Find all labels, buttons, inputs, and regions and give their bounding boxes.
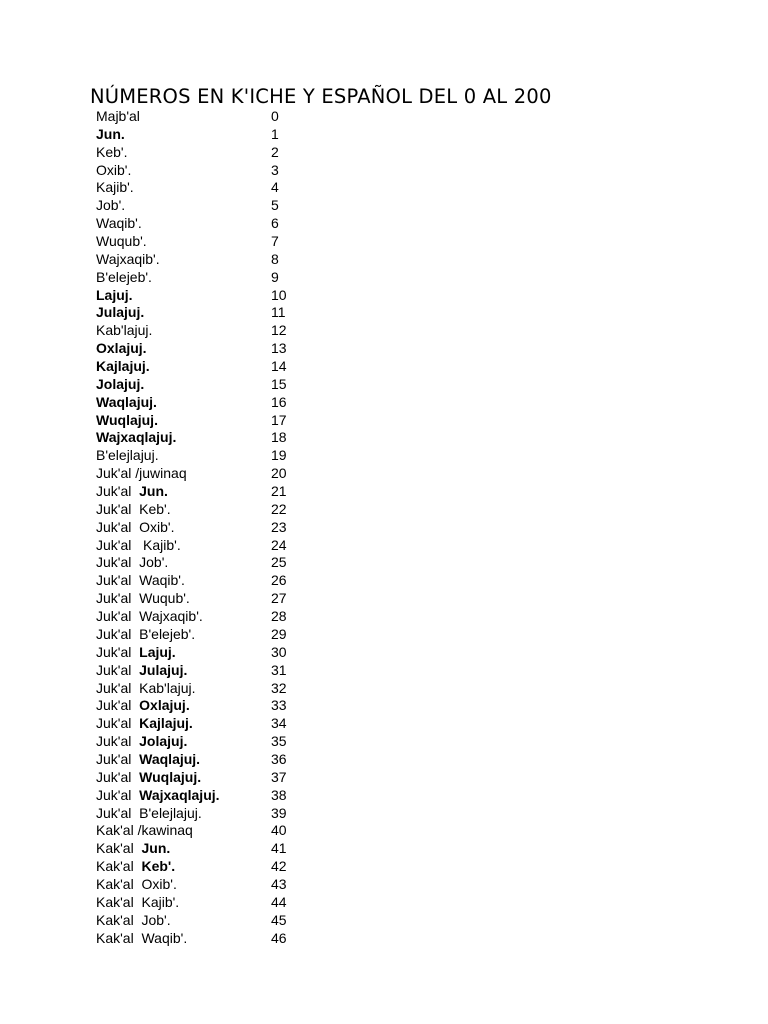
kiche-prefix: Kak'al bbox=[96, 840, 142, 857]
list-item bbox=[96, 197, 416, 215]
number-value: 18 bbox=[271, 429, 287, 446]
kiche-word bbox=[96, 287, 133, 305]
kiche-term: Waqib'. bbox=[96, 215, 142, 232]
number-value: 24 bbox=[271, 536, 287, 553]
kiche-prefix: Juk'al bbox=[96, 572, 140, 589]
kiche-term: Kab'lajuj. bbox=[139, 679, 196, 696]
list-item bbox=[96, 537, 416, 555]
list-item bbox=[96, 876, 416, 894]
kiche-term: Job'. bbox=[139, 554, 169, 571]
list-item bbox=[96, 304, 416, 322]
list-item bbox=[96, 912, 416, 930]
kiche-word bbox=[96, 179, 134, 197]
list-item bbox=[96, 144, 416, 162]
kiche-word bbox=[96, 537, 181, 555]
number-value: 37 bbox=[271, 768, 287, 785]
number-value: 3 bbox=[271, 161, 279, 178]
page-title: NÚMEROS EN K'ICHE Y ESPAÑOL DEL 0 AL 200 bbox=[90, 85, 552, 108]
kiche-word bbox=[96, 215, 142, 233]
list-item bbox=[96, 554, 416, 572]
kiche-word bbox=[96, 197, 125, 215]
list-item bbox=[96, 412, 416, 430]
number-value: 7 bbox=[271, 233, 279, 250]
kiche-word bbox=[96, 644, 176, 662]
number-list bbox=[96, 108, 416, 947]
kiche-term: Wuqub'. bbox=[139, 590, 190, 607]
list-item bbox=[96, 429, 416, 447]
list-item bbox=[96, 519, 416, 537]
kiche-prefix: Juk'al bbox=[96, 590, 140, 607]
kiche-word bbox=[96, 358, 150, 376]
list-item bbox=[96, 376, 416, 394]
kiche-term: Oxlajuj. bbox=[139, 697, 190, 714]
list-item bbox=[96, 108, 416, 126]
list-item bbox=[96, 680, 416, 698]
number-value: 20 bbox=[271, 465, 287, 482]
kiche-prefix: Juk'al bbox=[96, 483, 140, 500]
number-value: 10 bbox=[271, 286, 287, 303]
kiche-term: Job'. bbox=[141, 911, 171, 928]
kiche-word bbox=[96, 376, 144, 394]
number-value: 46 bbox=[271, 929, 287, 946]
number-value: 43 bbox=[271, 875, 287, 892]
list-item bbox=[96, 269, 416, 287]
kiche-term: Oxib'. bbox=[139, 518, 175, 535]
kiche-word bbox=[96, 840, 170, 858]
number-value: 40 bbox=[271, 822, 287, 839]
number-value: 33 bbox=[271, 697, 287, 714]
kiche-term: Wajxaqib'. bbox=[96, 250, 160, 267]
kiche-term: Waqlajuj. bbox=[139, 750, 201, 767]
kiche-term: Wuqlajuj. bbox=[139, 768, 202, 785]
kiche-term: Oxib'. bbox=[96, 161, 132, 178]
kiche-word bbox=[96, 822, 193, 840]
kiche-term: Waqib'. bbox=[139, 572, 185, 589]
list-item bbox=[96, 697, 416, 715]
kiche-term: Jun. bbox=[139, 483, 168, 500]
kiche-word bbox=[96, 126, 125, 144]
list-item bbox=[96, 340, 416, 358]
kiche-prefix: Juk'al bbox=[96, 715, 140, 732]
list-item bbox=[96, 715, 416, 733]
kiche-word bbox=[96, 233, 147, 251]
kiche-word bbox=[96, 626, 195, 644]
kiche-prefix: Kak'al bbox=[96, 929, 142, 946]
list-item bbox=[96, 662, 416, 680]
number-value: 36 bbox=[271, 750, 287, 767]
list-item bbox=[96, 805, 416, 823]
number-value: 29 bbox=[271, 625, 287, 642]
kiche-prefix: Juk'al bbox=[96, 500, 140, 517]
number-value: 6 bbox=[271, 215, 279, 232]
kiche-term: B'elejlajuj. bbox=[139, 804, 202, 821]
list-item bbox=[96, 822, 416, 840]
list-item bbox=[96, 769, 416, 787]
kiche-prefix: Juk'al bbox=[96, 554, 140, 571]
kiche-term: Juk'al /juwinaq bbox=[96, 465, 187, 482]
list-item bbox=[96, 572, 416, 590]
kiche-word bbox=[96, 501, 171, 519]
number-value: 15 bbox=[271, 375, 287, 392]
kiche-prefix: Juk'al bbox=[96, 625, 140, 642]
kiche-prefix: Kak'al bbox=[96, 875, 142, 892]
kiche-term: Kajib'. bbox=[143, 536, 181, 553]
kiche-word bbox=[96, 769, 201, 787]
kiche-word bbox=[96, 554, 168, 572]
kiche-word bbox=[96, 787, 220, 805]
number-value: 42 bbox=[271, 858, 287, 875]
kiche-word bbox=[96, 697, 190, 715]
number-value: 31 bbox=[271, 661, 287, 678]
list-item bbox=[96, 179, 416, 197]
kiche-term: Lajuj. bbox=[96, 286, 133, 303]
number-value: 14 bbox=[271, 358, 287, 375]
number-value: 9 bbox=[271, 268, 279, 285]
kiche-prefix: Juk'al bbox=[96, 697, 140, 714]
kiche-prefix: Juk'al bbox=[96, 768, 140, 785]
kiche-term: Wajxaqlajuj. bbox=[96, 429, 177, 446]
number-value: 1 bbox=[271, 125, 279, 142]
kiche-term: Oxlajuj. bbox=[96, 340, 147, 357]
kiche-term: Jolajuj. bbox=[96, 375, 145, 392]
number-value: 17 bbox=[271, 411, 287, 428]
kiche-word bbox=[96, 447, 159, 465]
list-item bbox=[96, 483, 416, 501]
kiche-term: Jolajuj. bbox=[139, 733, 188, 750]
kiche-term: Keb'. bbox=[96, 143, 128, 160]
list-item bbox=[96, 394, 416, 412]
list-item bbox=[96, 751, 416, 769]
kiche-prefix: Kak'al bbox=[96, 893, 142, 910]
kiche-term: Keb'. bbox=[141, 858, 176, 875]
number-value: 5 bbox=[271, 197, 279, 214]
kiche-word bbox=[96, 894, 179, 912]
list-item bbox=[96, 162, 416, 180]
kiche-word bbox=[96, 662, 187, 680]
number-value: 26 bbox=[271, 572, 287, 589]
kiche-term: Waqlajuj. bbox=[96, 393, 157, 410]
kiche-term: Majb'al bbox=[96, 108, 140, 124]
kiche-prefix: Juk'al bbox=[96, 750, 140, 767]
kiche-word bbox=[96, 733, 187, 751]
kiche-prefix: Juk'al bbox=[96, 679, 140, 696]
kiche-word bbox=[96, 805, 202, 823]
kiche-term: Wajxaqlajuj. bbox=[139, 786, 220, 803]
number-value: 39 bbox=[271, 804, 287, 821]
kiche-term: B'elejlajuj. bbox=[96, 447, 159, 464]
kiche-word bbox=[96, 269, 152, 287]
kiche-term: Kajib'. bbox=[96, 179, 134, 196]
kiche-term: Jun. bbox=[141, 840, 171, 857]
list-item bbox=[96, 644, 416, 662]
kiche-term: Job'. bbox=[96, 197, 126, 214]
kiche-term: Julajuj. bbox=[139, 661, 188, 678]
kiche-word bbox=[96, 304, 144, 322]
kiche-word bbox=[96, 590, 190, 608]
kiche-prefix: Juk'al bbox=[96, 643, 140, 660]
kiche-prefix: Kak'al bbox=[96, 911, 142, 928]
number-value: 32 bbox=[271, 679, 287, 696]
kiche-word bbox=[96, 876, 177, 894]
number-value: 25 bbox=[271, 554, 287, 571]
kiche-term: Wajxaqib'. bbox=[139, 608, 203, 625]
number-value: 4 bbox=[271, 179, 279, 196]
list-item bbox=[96, 858, 416, 876]
number-value: 12 bbox=[271, 322, 287, 339]
number-value: 11 bbox=[271, 304, 286, 321]
kiche-word bbox=[96, 572, 185, 590]
number-value: 45 bbox=[271, 911, 287, 928]
kiche-term: Waqib'. bbox=[141, 929, 188, 946]
kiche-word bbox=[96, 412, 158, 430]
number-value: 22 bbox=[271, 500, 287, 517]
kiche-word bbox=[96, 465, 187, 483]
kiche-word bbox=[96, 608, 203, 626]
list-item bbox=[96, 608, 416, 626]
kiche-prefix: Juk'al bbox=[96, 661, 140, 678]
kiche-term: B'elejeb'. bbox=[139, 625, 196, 642]
number-value: 38 bbox=[271, 786, 287, 803]
number-value: 19 bbox=[271, 447, 287, 464]
kiche-word bbox=[96, 483, 168, 501]
kiche-word bbox=[96, 858, 175, 876]
list-item bbox=[96, 447, 416, 465]
kiche-term: Kajib'. bbox=[141, 893, 180, 910]
number-value: 34 bbox=[271, 715, 287, 732]
kiche-word bbox=[96, 144, 127, 162]
kiche-word bbox=[96, 751, 200, 769]
number-value: 21 bbox=[271, 483, 287, 500]
kiche-term: Julajuj. bbox=[96, 304, 145, 321]
kiche-word bbox=[96, 394, 157, 412]
number-value: 23 bbox=[271, 518, 287, 535]
number-value: 35 bbox=[271, 733, 287, 750]
number-value: 2 bbox=[271, 143, 279, 160]
list-item bbox=[96, 465, 416, 483]
list-item bbox=[96, 840, 416, 858]
kiche-word bbox=[96, 715, 193, 733]
kiche-term: Kak'al /kawinaq bbox=[96, 822, 193, 839]
list-item bbox=[96, 894, 416, 912]
list-item bbox=[96, 322, 416, 340]
number-value: 8 bbox=[271, 250, 279, 267]
kiche-word bbox=[96, 322, 152, 340]
list-item bbox=[96, 626, 416, 644]
kiche-word bbox=[96, 162, 131, 180]
list-item bbox=[96, 287, 416, 305]
number-value: 16 bbox=[271, 393, 287, 410]
kiche-word bbox=[96, 930, 187, 948]
kiche-term: Kajlajuj. bbox=[96, 358, 150, 375]
kiche-prefix: Juk'al bbox=[96, 608, 140, 625]
list-item bbox=[96, 233, 416, 251]
kiche-term: Kajlajuj. bbox=[139, 715, 193, 732]
list-item bbox=[96, 501, 416, 519]
list-item bbox=[96, 215, 416, 233]
number-value: 27 bbox=[271, 590, 287, 607]
kiche-term: Keb'. bbox=[139, 500, 171, 517]
kiche-word bbox=[96, 519, 175, 537]
number-value: 28 bbox=[271, 608, 287, 625]
kiche-term: Wuqub'. bbox=[96, 233, 147, 250]
kiche-prefix: Juk'al bbox=[96, 536, 144, 553]
list-item bbox=[96, 126, 416, 144]
list-item bbox=[96, 787, 416, 805]
number-value: 13 bbox=[271, 340, 287, 357]
kiche-term: Oxib'. bbox=[141, 875, 177, 892]
list-item bbox=[96, 930, 416, 948]
kiche-term: Lajuj. bbox=[139, 643, 176, 660]
kiche-word bbox=[96, 912, 171, 930]
number-value: 44 bbox=[271, 893, 287, 910]
kiche-prefix: Kak'al bbox=[96, 858, 142, 875]
kiche-prefix: Juk'al bbox=[96, 518, 140, 535]
list-item bbox=[96, 733, 416, 751]
kiche-term: B'elejeb'. bbox=[96, 268, 152, 285]
kiche-word bbox=[96, 340, 147, 358]
number-value: 0 bbox=[271, 108, 279, 124]
list-item bbox=[96, 590, 416, 608]
list-item bbox=[96, 251, 416, 269]
number-value: 41 bbox=[271, 840, 287, 857]
kiche-word bbox=[96, 429, 176, 447]
kiche-term: Wuqlajuj. bbox=[96, 411, 158, 428]
kiche-term: Kab'lajuj. bbox=[96, 322, 153, 339]
kiche-word bbox=[96, 108, 140, 126]
kiche-word bbox=[96, 680, 196, 698]
kiche-prefix: Juk'al bbox=[96, 786, 140, 803]
kiche-prefix: Juk'al bbox=[96, 733, 140, 750]
number-value: 30 bbox=[271, 643, 287, 660]
kiche-word bbox=[96, 251, 160, 269]
kiche-prefix: Juk'al bbox=[96, 804, 140, 821]
kiche-term: Jun. bbox=[96, 125, 125, 142]
list-item bbox=[96, 358, 416, 376]
